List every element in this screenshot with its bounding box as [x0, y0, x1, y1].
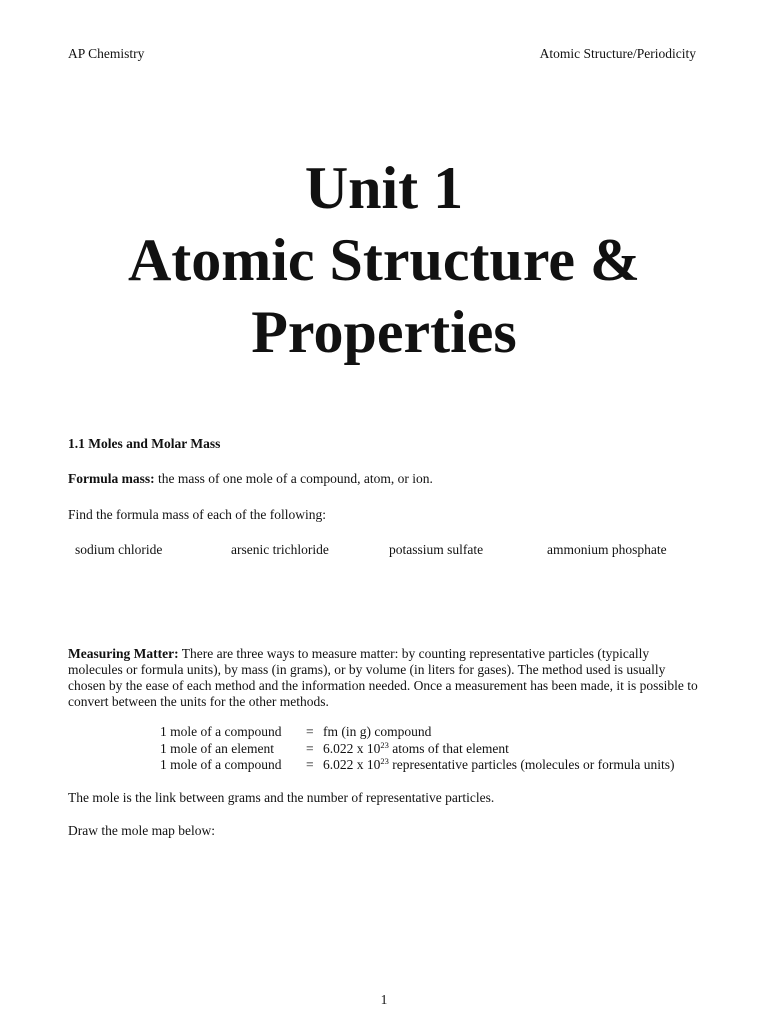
compound-item: arsenic trichloride	[231, 542, 329, 557]
equation-left: 1 mole of an element	[160, 741, 274, 756]
equation-right	[323, 741, 509, 757]
compound-item: potassium sulfate	[389, 542, 484, 557]
measuring-matter-text: There are three ways to measure matter: by counting representative particles (typically molecules or formula units), by mass (in grams), or by volume (in liters for gases). The method used is usually chosen by the ease of each method and the information needed. Once a measurement has been made, it is possible to convert between the units for the other methods.	[68, 646, 698, 709]
equation-right-suffix: atoms of that element	[388, 741, 509, 756]
equation-right	[323, 724, 431, 740]
page-number: 1	[380, 992, 388, 1007]
formula-mass-prompt: Find the formula mass of each of the following:	[68, 507, 326, 522]
equals-sign: =	[306, 741, 314, 756]
equation-left: 1 mole of a compound	[160, 757, 282, 772]
equation-left: 1 mole of a compound	[160, 724, 282, 739]
equals-sign: =	[306, 724, 314, 739]
exponent: 23	[380, 756, 389, 766]
unit-title-line-2: Atomic Structure &	[127, 227, 641, 293]
equation-right	[323, 757, 675, 773]
draw-mole-map-prompt: Draw the mole map below:	[68, 823, 215, 838]
compound-item: ammonium phosphate	[547, 542, 667, 557]
equation-right-text: 6.022 x 10	[323, 741, 381, 756]
equation-right-text: 6.022 x 10	[323, 757, 381, 772]
header-course: AP Chemistry	[68, 46, 145, 61]
mole-link-statement: The mole is the link between grams and the number of representative particles.	[68, 790, 495, 805]
equation-right-text: fm (in g) compound	[323, 724, 432, 739]
formula-mass-text: the mass of one mole of a compound, atom, or ion.	[154, 471, 433, 486]
exponent: 23	[380, 740, 389, 750]
unit-title-line-1: Unit 1	[304, 155, 464, 221]
measuring-matter-paragraph	[68, 646, 698, 710]
section-heading: 1.1 Moles and Molar Mass	[68, 436, 221, 451]
equation-right-suffix: representative particles (molecules or formula units)	[388, 757, 675, 772]
unit-title-line-3: Properties	[251, 299, 517, 365]
measuring-matter-term: Measuring Matter:	[68, 646, 179, 661]
formula-mass-definition	[68, 471, 433, 487]
header-topic: Atomic Structure/Periodicity	[539, 46, 696, 61]
equals-sign: =	[306, 757, 314, 772]
compound-item: sodium chloride	[75, 542, 163, 557]
formula-mass-term: Formula mass:	[68, 471, 155, 486]
unit-title	[0, 152, 768, 368]
